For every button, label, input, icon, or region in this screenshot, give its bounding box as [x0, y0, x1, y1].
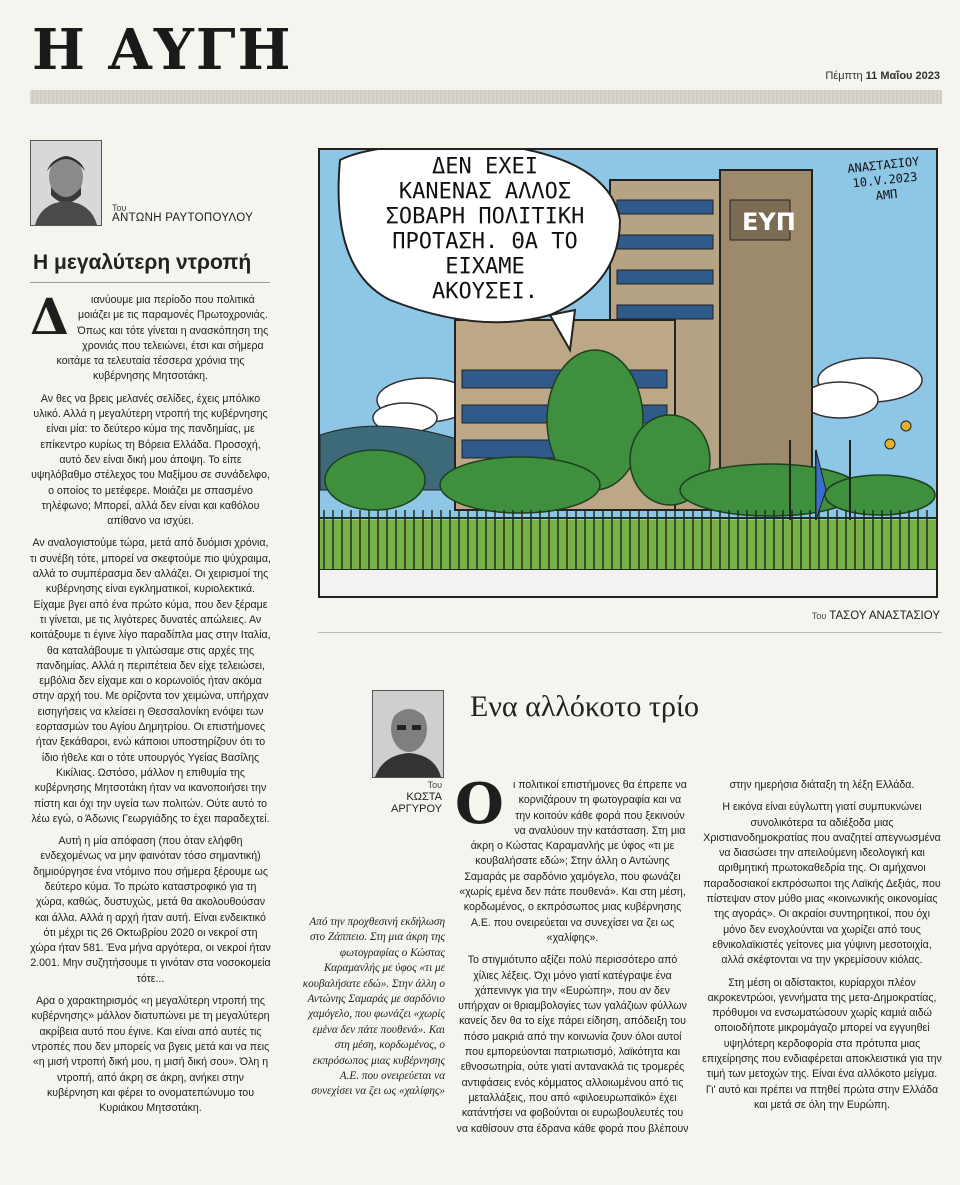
paragraph: Αν αναλογιστούμε τώρα, μετά από δυόμισι χρόνια, τι συνέβη τότε, μπορεί να σκεφτούμε πιο ψύχραιμα, αλλά το συμπέρασμα δεν αλλάζει. Οι χειρισμοί της κυβέρνησης είναι εγκληματικοί, κυριολεκτικά. Είχαμε βγει από ένα πρώτο κύμα, που δεν ξέραμε τι γίνεται, με τις λιγότερες δυνατές απώλειες. Αν κοιτάξουμε τι έγινε λίγο παραδίπλα μας στην Ιταλία, θα καταλάβουμε τι γλιτώσαμε στις αρχές της πανδημίας. Αλλά η περιπέτεια δεν είχε τελειώσει, εμβόλια δεν είχαμε και ο κορωνοϊός ήταν ακόμα στην αρχή του. Με ορίζοντα τον χειμώνα, υπήρχαν εισηγήσεις να κλείσει η Θεσσαλονίκη ενόψει των εορτασμών του Αγίου Δημητρίου. Οι επιστήμονες ήταν ξεκάθαροι, ενώ κάποιοι υποστηρίζουν ότι το ίδιο ήθελε και ο τότε υπουργός Υγείας Βασίλης Κικίλιας. Ωστόσο, μάλλον η επιθυμία της κυβέρνησης Μητσοτάκη ήταν να ικανοποιήσει την πίστη και όχι την υγεία των πολιτών. Ούτε αυτό το λέω εγώ, ο Άδωνις Γεωργιάδης το έχει παραδεχτεί.: [30, 537, 271, 825]
article-title-left: Η μεγαλύτερη ντροπή: [33, 251, 252, 274]
left-article-body: [30, 287, 271, 1123]
signature-name: ΑΝΑΣΤΑΣΙΟΥ: [846, 154, 921, 176]
paragraph: Η εικόνα είναι εύγλωττη γιατί συμπυκνώνει συνολικότερα τα αδιέξοδα μιας Χριστιανοδημοκρατίας που αναζητεί απεγνωσμένα να διασώσει την απειλούμενη ιδεολογική και αριθμητική πρωτοκαθεδρία της. Οι αμήχανοι παραδοσιακοί εκπρόσωποι της Λαϊκής Δεξιάς, που πίστεψαν στον μύθο μιας «κοινωνικής οικονομίας της αγοράς». Οι ακραίοι συντηρητικοί, που όχι μόνο δεν ενοχλούνται να χωρίζει από τους εθνικολαϊκιστές γείτονες μια γύψινη μεσοτοιχία, αλλά σκέφτονται να την γκρεμίσουν κιόλας.: [703, 801, 941, 967]
signature-agency: ΑΜΠ: [874, 186, 899, 204]
masthead-logo: Η ΑΥΓΗ: [32, 17, 293, 83]
paragraph-text: ι πολιτικοί επιστήμονες θα έπρεπε να κορνιζάρουν τη φωτογραφία και να την κοιτούν κάθε φορά που ξεκινούν να αναλύουν την κατάσταση. Στη μια άκρη ο Κώστας Καραμανλής με ύφος «τι με κουβαλήσατε εδώ»; Στην άλλη ο Αντώνης Σαμαράς με σαρδόνιο χαμόγελο, που φωνάζει «χωρίς εμένα δεν πάτε πουθενά». Και στη μέση, κορδωμένος, ο εκπρόσωπος μιας κυβέρνησης Α.Ε. που ονειρεύεται να συνεχίσει να ζει ως «χαλίφης».: [459, 779, 687, 944]
signature-date: 10.V.2023: [851, 169, 919, 191]
credit-prefix: Του: [811, 611, 827, 621]
paragraph: [30, 287, 271, 385]
author-byline-argyrou: [372, 779, 442, 815]
cartoon-credit: [812, 610, 940, 622]
title-underline: [30, 282, 270, 283]
author-prefix: Του: [427, 780, 442, 790]
paragraph-text: ιανύουμε μια περίοδο που πολιτικά μοιάζει με τις παραμονές Πρωτοχρονιάς. Όπως και τότε γίνεται η ανασκόπηση της χρονιάς που τελειώνει, έτσι και σήμερα κοιτάμε τα τελευταία τέσσερα χρόνια της κυβέρνησης Μητσοτάκη.: [56, 294, 269, 383]
issue-date: [825, 70, 940, 82]
speech-line: ΣΟΒΑΡΗ ΠΟΛΙΤΙΚΗ: [385, 204, 585, 229]
speech-line: ΔΕΝ ΕΧΕΙ: [432, 154, 538, 179]
author-name: ΑΝΤΩΝΗ ΡΑΥΤΟΠΟΥΛΟΥ: [112, 212, 254, 224]
speech-bubble-text: [340, 154, 630, 304]
paragraph: [455, 771, 690, 946]
paragraph: Αυτή η μία απόφαση (που όταν ελήφθη ενδεχομένως να μην φαινόταν τόσο σημαντική) δημιούργησε ένα ντόμινο που σήμερα ξέρουμε ως δεύτερο κύμα. Το πρώτο καταστροφικό για τη χώρα, καθώς, δυστυχώς, μετά θα ακολουθούσαν και άλλα. Αλλά η αρχή ήταν αυτή. Είναι ενδεικτικό ότι μέχρι τις 26 Οκτωβρίου 2020 οι νεκροί στη χώρα ήταν 581. Ένα μήνα αργότερα, οι νεκροί ήταν 2.001. Μην συζητήσουμε τι γινόταν στα νοσοκομεία τότε...: [30, 835, 271, 985]
date-rest: 11 Μαΐου 2023: [865, 70, 940, 82]
dropcap-delta: Δ: [30, 287, 69, 346]
paragraph: στην ημερήσια διάταξη τη λέξη Ελλάδα.: [729, 779, 915, 791]
speech-line: ΕΙΧΑΜΕ: [445, 254, 525, 279]
author-prefix: Του: [112, 203, 127, 213]
building-sign: ΕΥΠ: [742, 208, 796, 236]
author-name-last: ΑΡΓΥΡΟΥ: [391, 803, 442, 815]
right-article-col1: [455, 771, 690, 1144]
date-weekday: Πέμπτη: [825, 70, 863, 82]
paragraph: Το στιγμιότυπο αξίζει πολύ περισσότερο από χίλιες λέξεις. Όχι μόνο γιατί κατέγραψε ένα χάπενινγκ για την «Ευρώπη», που αν δεν υπήρχαν οι θριαμβολογίες των γαλάζιων φύλλων κανείς δεν θα το είχε πάρει είδηση, απόδειξη του πόσο μακριά από την κοινωνία ζουν όλοι αυτοί που εμπορεύονται πατριωτισμό, λαϊκότητα και εθνοσωτηρία, ούτε γιατί αντανακλά τις τρομερές αντιφάσεις ενός κόμματος αλλοιωμένου από τις μεταλλάξεις, που από «φιλοευρωπαϊκό» έχει κατάντήσει να φοβούνται οι ευρωβουλευτές του να καθίσουν στα έδρανα κάθε φορά που βλέπουν: [456, 954, 689, 1135]
photo-caption: Από την προχθεσινή εκδήλωση στο Ζάππειο. Στη μια άκρη της φωτογραφίας ο Κώστας Καραμανλής με ύφος «τι με κουβαλήσατε εδώ». Στην άλλη ο Αντώνης Σαμαράς με σαρδόνιο χαμόγελο, που φωνάζει «χωρίς εμένα δεν πάτε πουθενά». Και στη μέση, κορδωμένος, ο εκπρόσωπος μιας κυβέρνησης Α.Ε. που ονειρεύεται να συνεχίσει να ζει ως «χαλίφης»: [302, 916, 445, 1098]
paragraph: Αν θες να βρεις μελανές σελίδες, έχεις μπόλικο υλικό. Αλλά η μεγαλύτερη ντροπή της κυβέρνησης είναι μία: το δεύτερο κύμα της πανδημίας, με επίκεντρο κυρίως τη Βόρεια Ελλάδα. Προσοχή, αυτό δεν είναι δική μου άποψη. Το είπε υψηλόβαθμο στέλεχος του Μαξίμου σε συνάδελφο, ο οποίος το μετέφερε. Μοιάζει με σπασμένο τηλέφωνο; Μπορεί, αλλά δεν είναι και καθόλου απίθανο να ισχύει.: [31, 392, 270, 528]
cartoon-credit-rule: [318, 632, 942, 633]
credit-name: ΤΑΣΟΥ ΑΝΑΣΤΑΣΙΟΥ: [829, 610, 940, 622]
speech-line: ΠΡΟΤΑΣΗ. ΘΑ ΤΟ: [392, 229, 578, 254]
dropcap-omicron: Ο: [455, 771, 504, 837]
article-title-right: Ενα αλλόκοτο τρίο: [470, 690, 700, 723]
right-article-col2: [702, 778, 942, 1120]
speech-line: ΚΑΝΕΝΑΣ ΑΛΛΟΣ: [398, 179, 572, 204]
header-rule: [30, 90, 942, 104]
speech-line: ΑΚΟΥΣΕΙ.: [432, 279, 538, 304]
paragraph: Στη μέση οι αδίστακτοι, κυρίαρχοι πλέον ακροκεντρώοι, γεννήματα της μετα-Δημοκρατίας, πρόθυμοι να ενσωματώσουν χωρίς καμιά αιδώ οποιοδήποτε μικρομάγαζο μπορεί να εγγυηθεί υψηλότερη κερδοφορία στα πρότυπα μιας επιχείρησης που ενδιαφέρεται αποκλειστικά για την τιμή των μετοχών της. Είναι ένα αλλόκοτο μείγμα. Γι' αυτό και πρέπει να πτηθεί πρώτα στην Ελλάδα και μετά σε όλη την Ευρώπη.: [702, 976, 942, 1111]
author-photo-argyrou: [372, 690, 444, 778]
author-photo-raftopoulos: [30, 140, 102, 226]
paragraph: Αρα ο χαρακτηρισμός «η μεγαλύτερη ντροπή της κυβέρνησης» μάλλον διατυπώνει με τη μεγαλύτερη ακρίβεια αυτό που έγινε. Και είναι από αυτές τις ντροπές που δεν μπορείς να βγεις μετά και να πεις «η μισή ντροπή δική μου, η μισή δική σου». Όλη η ντροπή, από άκρη σε άκρη, ανήκει στην κυβέρνηση και φέρει το ονοματεπώνυμο του Κυριάκου Μητσοτάκη.: [31, 995, 270, 1115]
author-name-first: ΚΩΣΤΑ: [406, 791, 442, 803]
cartoonist-signature: [838, 153, 932, 207]
political-cartoon: [318, 148, 938, 598]
